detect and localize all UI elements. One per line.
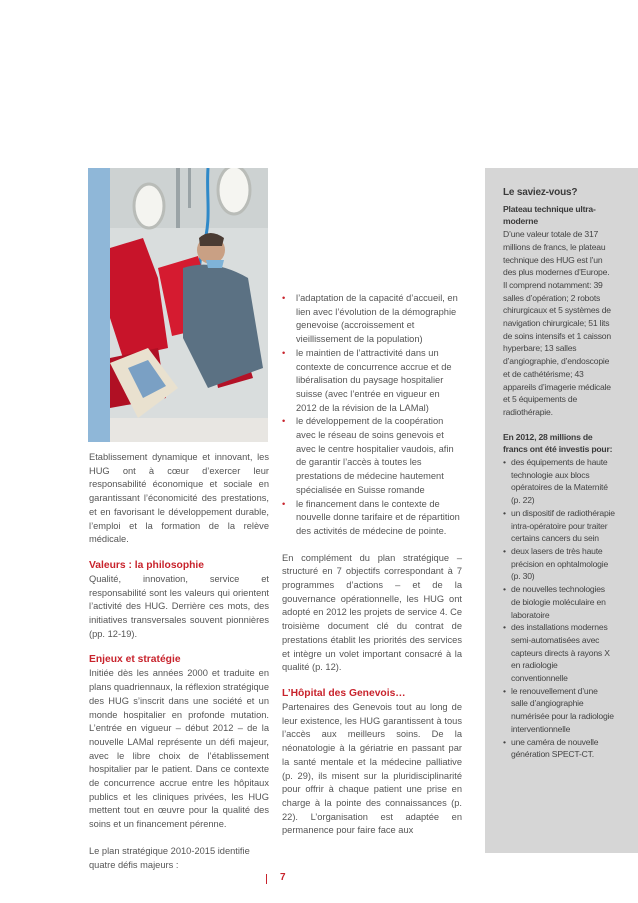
hospital-paragraph: Partenaires des Genevois tout au long de leur existence, les HUG garantissent à tous l’accès aux meilleurs soins. De la néonatologie à la gériatrie en passant par la santé mentale et la médecine palliative (p. 29), ils misent sur la pluridisciplinarité pour offrir à chaque patient une prise en charge à la pointe des connaissances (p. 22). L’organisation est adaptée en permanence pour faire face aux <box>282 701 462 836</box>
list-item: • un dispositif de radiothérapie intra-opératoire pour traiter certains cancers du sein <box>503 507 615 544</box>
bullet-icon: • <box>503 622 506 633</box>
did-you-know-sidebar <box>485 168 638 853</box>
strategy-paragraph: Initiée dès les années 2000 et traduite en plans quadriennaux, la réflexion stratégique des HUG s’inscrit dans une société et un monde hospitalier en profonde mutation. L’entrée en vigueur – début 2012 – de la nouvelle LAMal représente un défi majeur, avec le libre choix de l’établissement hospitalier par le patient. Dans ce contexte de concurrence accrue entre les hôpitaux publics et les cliniques privées, les HUG mettent tout en œuvre pour la qualité des soins et un financement pérenne. <box>89 668 269 830</box>
list-item: • le maintien de l’attractivité dans un contexte de concurrence accrue et de libéralisation du paysage hospitalier suisse (avec l’entrée en vigueur en 2012 de la révision de la LAMal) <box>282 347 452 413</box>
strategic-plan-paragraph: En complément du plan stratégique – structuré en 7 objectifs correspondant à 7 programmes d’actions – et de la gouvernance opérationnelle, les HUG ont adopté en 2012 les projets de service 4. Ce troisième document clé du contrat de prestations établit les priorités des services et intègre un volet important consacré à la qualité (p. 12). <box>282 552 462 673</box>
investments-list <box>503 456 615 761</box>
bullet-icon: • <box>503 507 506 518</box>
list-item: • des équipements de haute technologie aux blocs opératoires de la Maternité (p. 22) <box>503 457 608 506</box>
list-item: • le développement de la coopération avec le réseau de soins genevois et avec le centre hospitalier vaudois, afin de garantir l’accès à toutes les prestations de médecine hautement spécialisée en Suisse romande <box>282 416 454 495</box>
bullet-icon: • <box>503 736 506 747</box>
bullet-icon: • <box>282 416 286 427</box>
sidebar-content <box>503 187 615 761</box>
footer-divider <box>266 874 267 884</box>
list-item: • de nouvelles technologies de biologie moléculaire en laboratoire <box>503 584 606 620</box>
bullet-icon: • <box>282 347 286 358</box>
list-item: • deux lasers de très haute précision en ophtalmologie (p. 30) <box>503 545 609 582</box>
values-paragraph: Qualité, innovation, service et responsabilité sont les valeurs qui orientent l’activité des HUG. Derrière ces mots, des initiatives transversales souvent pionnières (pp. 12-19). <box>89 573 269 639</box>
heading-hospital: L’Hôpital des Genevois… <box>282 687 406 699</box>
list-item: • le financement dans le contexte de nouvelle donne tarifaire et de répartition des activités de médecine de pointe. <box>282 498 460 536</box>
intro-paragraph: Etablissement dynamique et innovant, les HUG ont à cœur d’exercer leur responsabilité économique et sociale en garantissant l’économicité des prestations, et en favorisant le développement durable, l’emploi et la formation de la relève médicale. <box>89 452 269 545</box>
bullet-icon: • <box>503 457 506 468</box>
heading-values: Valeurs : la philosophie <box>89 559 205 571</box>
hyperbaric-chamber-photo <box>88 168 268 442</box>
bullet-icon: • <box>503 685 506 696</box>
left-column <box>89 451 269 872</box>
bullet-icon: • <box>282 293 286 303</box>
challenges-list <box>282 292 462 539</box>
bullet-icon: • <box>503 545 506 556</box>
sidebar-title: Le saviez-vous? <box>503 187 578 198</box>
challenges-intro-paragraph: Le plan stratégique 2010-2015 identifie quatre défis majeurs : <box>89 845 250 870</box>
sidebar-plateau-paragraph: D’une valeur totale de 317 millions de francs, le plateau technique des HUG est l’un des plus modernes d’Europe. Il comprend notamment: 39 salles d’opération; 2 robots chirurgicaux et 5 systèmes de navigation chirurgicale; 51 lits de soins intensifs et 1 caisson hyperbare; 13 salles d’angiographie, d’endoscopie et de cathétérisme; 43 appareils d’imagerie médicale et 5 équipements de radiothérapie. <box>503 229 611 417</box>
bullet-icon: • <box>282 498 286 509</box>
list-item: • une caméra de nouvelle génération SPECT-CT. <box>503 736 599 760</box>
photo-illustration <box>88 168 268 442</box>
middle-column <box>282 292 462 838</box>
sidebar-subheading-investments: En 2012, 28 millions de francs ont été investis pour: <box>503 431 613 455</box>
bullet-icon: • <box>503 584 506 595</box>
list-item: • l’adaptation de la capacité d’accueil, en lien avec l’évolution de la démographie genevoise (accroissement et vieillissement de la population) <box>282 293 458 345</box>
page-number: 7 <box>280 872 286 883</box>
sidebar-subheading-plateau: Plateau technique ultra-moderne <box>503 203 596 227</box>
list-item: • des installations modernes semi-automatisées avec capteurs directs à rayons X en radiologie conventionnelle <box>503 622 610 684</box>
heading-strategy: Enjeux et stratégie <box>89 654 181 666</box>
photo-blue-edge <box>88 168 110 442</box>
list-item: • le renouvellement d’une salle d’angiographie numérisée pour la radiologie interventionnelle <box>503 685 614 734</box>
